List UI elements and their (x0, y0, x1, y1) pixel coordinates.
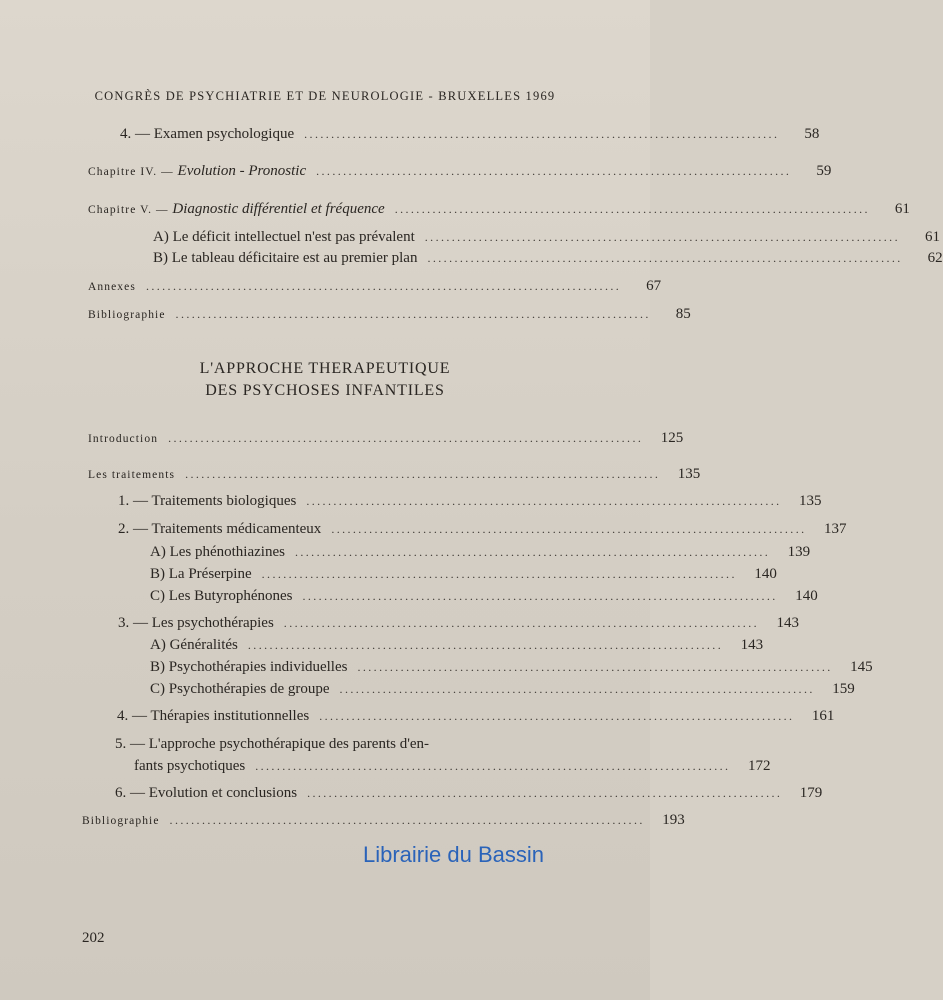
toc-entry-chapter (88, 163, 832, 180)
entry-label: Les traitements (88, 469, 176, 481)
leader-dots: ........................................................................................ (316, 164, 792, 178)
entry-page: 193 (662, 812, 685, 828)
entry-label: C) Psychothérapies de groupe (150, 681, 330, 697)
section-title-line1: L'APPROCHE THERAPEUTIQUE (199, 360, 451, 377)
watermark: Librairie du Bassin (363, 842, 544, 867)
toc-entry (150, 566, 777, 583)
entry-label-first-line: 5. — L'approche psychothérapique des parents d'en- (115, 736, 430, 752)
leader-dots: ........................................................................................ (306, 494, 782, 508)
toc-entry (150, 588, 818, 605)
entry-label: 4. — Examen psychologique (120, 126, 295, 142)
section-title-line2: DES PSYCHOSES INFANTILES (205, 382, 445, 399)
leader-dots: ........................................................................................ (185, 467, 661, 481)
entry-label: Chapitre V. — Diagnostic différentiel et fréquence (88, 201, 385, 217)
leader-dots: ........................................................................................ (247, 638, 724, 652)
entry-label: Introduction (88, 433, 159, 445)
leader-dots: ........................................................................................ (339, 682, 815, 696)
entry-label: Annexes (88, 281, 136, 293)
entry-page: 137 (824, 521, 847, 537)
toc-entry (118, 615, 799, 632)
entry-page: 67 (646, 278, 662, 294)
leader-dots: ........................................................................................ (319, 709, 795, 723)
running-header: CONGRÈS DE PSYCHIATRIE ET DE NEUROLOGIE - BRUXELLES 1969 (94, 89, 556, 103)
entry-label: A) Les phénothiazines (150, 544, 285, 560)
leader-dots: ........................................................................................ (307, 786, 783, 800)
toc-entry (88, 430, 684, 447)
leader-dots: ........................................................................................ (294, 545, 771, 559)
leader-dots: ........................................................................................ (283, 616, 759, 630)
leader-dots: ........................................................................................ (145, 279, 622, 293)
leader-dots: ........................................................................................ (255, 759, 731, 773)
entry-label: A) Le déficit intellectuel n'est pas prévalent (153, 229, 415, 245)
toc-entry (118, 493, 822, 510)
entry-label: Chapitre IV. — Evolution - Pronostic (88, 163, 307, 179)
leader-dots: ........................................................................................ (168, 431, 644, 445)
entry-page: 143 (776, 615, 799, 631)
entry-page: 85 (675, 306, 691, 322)
toc-entry (88, 278, 662, 295)
page-number: 202 (82, 930, 105, 946)
leader-dots: ........................................................................................ (331, 522, 807, 536)
entry-page: 145 (850, 659, 873, 675)
entry-label: A) Généralités (150, 637, 238, 653)
leader-dots: ........................................................................................ (175, 307, 651, 321)
leader-dots: ........................................................................................ (424, 230, 900, 244)
toc-entry (88, 306, 691, 323)
entry-page: 140 (754, 566, 777, 582)
toc-entry (150, 659, 873, 676)
leader-dots: ........................................................................................ (427, 251, 903, 265)
entry-page: 135 (677, 466, 701, 482)
entry-label: B) La Préserpine (150, 566, 252, 582)
leader-dots: ........................................................................................ (302, 589, 778, 603)
entry-page: 161 (811, 708, 835, 724)
leader-dots: ........................................................................................ (304, 127, 780, 141)
toc-entry (150, 637, 764, 654)
entry-page: 135 (799, 493, 822, 509)
entry-page: 159 (832, 681, 855, 697)
entry-label: 6. — Evolution et conclusions (115, 785, 298, 801)
entry-label: 1. — Traitements biologiques (118, 493, 297, 509)
entry-label: B) Psychothérapies individuelles (150, 659, 348, 675)
entry-page: 61 (924, 229, 940, 245)
toc-entry (88, 466, 701, 483)
leader-dots: ........................................................................................ (394, 202, 870, 216)
leader-dots: ........................................................................................ (357, 660, 833, 674)
toc-entry (118, 521, 847, 538)
entry-page: 172 (747, 758, 771, 774)
entry-page: 59 (816, 163, 832, 179)
toc-entry (120, 126, 820, 143)
toc-entry (150, 544, 811, 561)
entry-page: 62 (927, 250, 943, 266)
leader-dots: ........................................................................................ (169, 813, 645, 827)
toc-entry (115, 785, 823, 802)
entry-page: 179 (799, 785, 823, 801)
entry-page: 61 (894, 201, 910, 217)
entry-label: fants psychotiques (134, 758, 246, 774)
toc-entry (117, 708, 835, 725)
leader-dots: ........................................................................................ (261, 567, 737, 581)
toc-entry (153, 229, 940, 246)
entry-label: Bibliographie (88, 309, 166, 321)
entry-label: B) Le tableau déficitaire est au premier plan (153, 250, 418, 266)
entry-page: 125 (660, 430, 684, 446)
toc-entry (82, 812, 685, 829)
entry-page: 139 (787, 544, 811, 560)
entry-label: 4. — Thérapies institutionnelles (117, 708, 310, 724)
toc-entry (134, 758, 771, 775)
entry-label: Bibliographie (82, 815, 160, 827)
entry-label: 2. — Traitements médicamenteux (118, 521, 322, 537)
toc-entry (150, 681, 855, 698)
entry-page: 140 (795, 588, 818, 604)
entry-label: 3. — Les psychothérapies (118, 615, 274, 631)
entry-page: 143 (740, 637, 764, 653)
toc-entry (153, 250, 943, 267)
entry-page: 58 (804, 126, 820, 142)
entry-label: C) Les Butyrophénones (150, 588, 293, 604)
toc-entry-chapter (88, 201, 910, 218)
